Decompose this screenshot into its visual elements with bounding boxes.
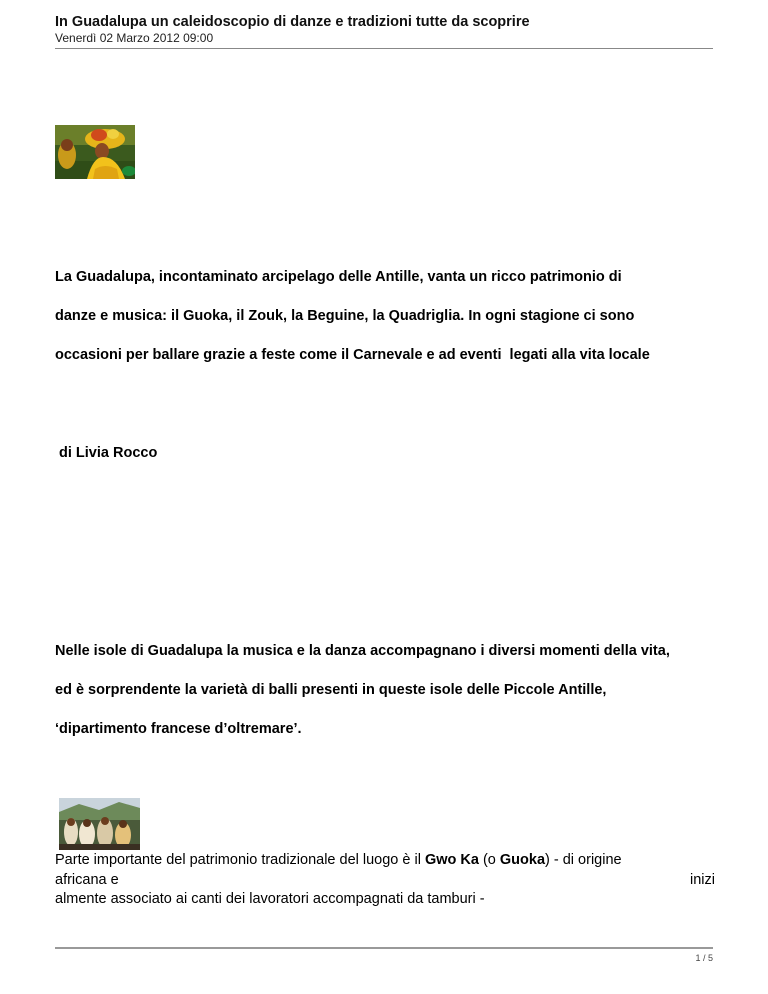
dancer-photo (55, 125, 135, 179)
dancers-group-photo (59, 798, 140, 850)
intro-line: La Guadalupa, incontaminato arcipelago delle Antille, vanta un ricco patrimonio di (55, 268, 622, 285)
gwo-ka-term: Gwo Ka (424, 852, 479, 868)
body-text-left: africana e (55, 871, 119, 888)
lead-line: ed è sorprendente la varietà di balli presenti in queste isole delle Piccole Antille, (55, 681, 607, 698)
page-number: 1 / 5 (695, 953, 713, 963)
guoka-term: Guoka (499, 852, 546, 868)
intro-line: danze e musica: il Guoka, il Zouk, la Beguine, la Quadriglia. In ogni stagione ci sono (55, 307, 635, 324)
body-text-end: ) - di origine (545, 852, 622, 868)
intro-paragraph (55, 248, 720, 385)
lead-line: Nelle isole di Guadalupa la musica e la danza accompagnano i diversi momenti della vita, (55, 642, 670, 659)
page-title: In Guadalupa un caleidoscopio di danze e tradizioni tutte da scoprire (55, 14, 530, 30)
body-line: almente associato ai canti dei lavoratori accompagnati da tamburi - (55, 891, 485, 907)
body-paragraph (55, 851, 715, 910)
body-text-start: Parte importante del patrimonio tradizionale del luogo è il (55, 852, 425, 868)
body-line (55, 851, 715, 871)
publish-date: Venerdì 02 Marzo 2012 09:00 (55, 31, 214, 45)
header-divider (55, 48, 713, 49)
lead-line: ‘dipartimento francese d’oltremare’. (55, 720, 302, 737)
footer-divider (55, 947, 713, 949)
author-byline: di Livia Rocco (59, 445, 158, 461)
body-line (55, 871, 715, 891)
body-text-right: inizi (690, 871, 715, 888)
intro-line: occasioni per ballare grazie a feste come il Carnevale e ad eventi legati alla vita locale (55, 346, 650, 363)
body-text-mid: (o (478, 852, 500, 868)
lead-paragraph (55, 622, 720, 759)
